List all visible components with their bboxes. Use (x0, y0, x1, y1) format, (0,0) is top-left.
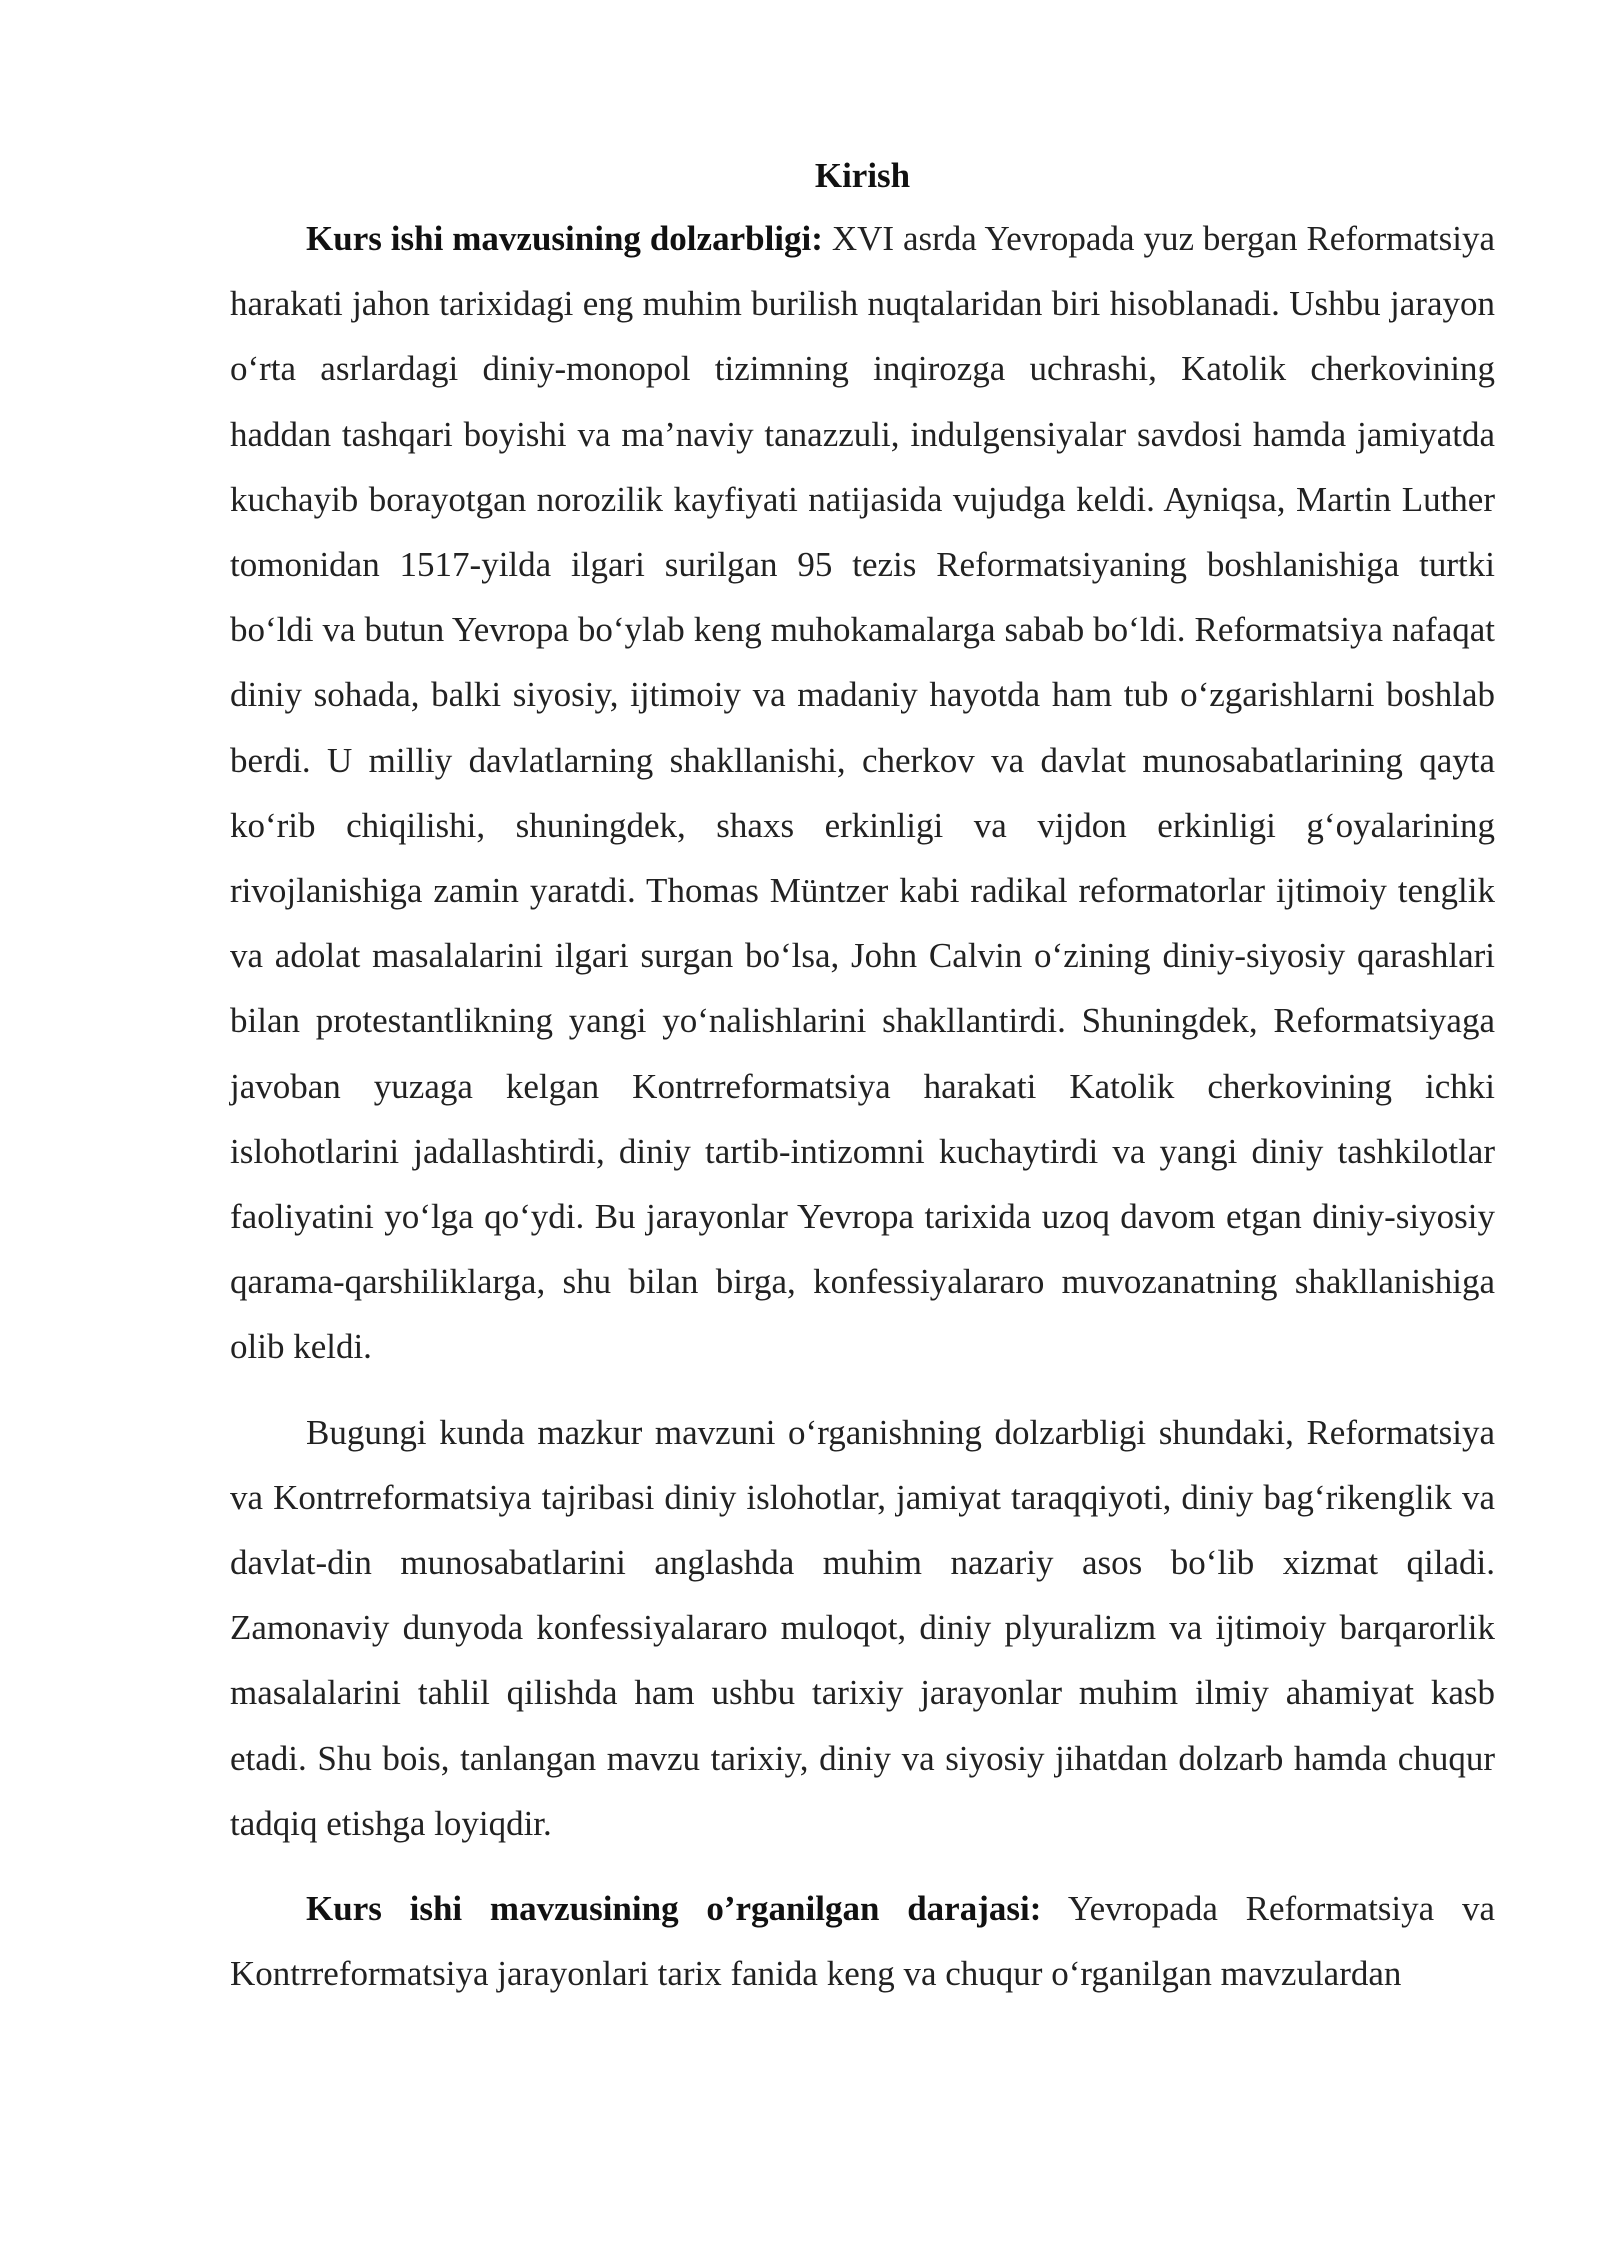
paragraph-relevance-today (230, 1400, 1495, 1856)
paragraph-text: Yevropada Reformatsiya va Kontrreformatsiya jarayonlari tarix fanida keng va chuqur o‘rganilgan mavzulardan (230, 1889, 1495, 1994)
paragraph-study-level (230, 1876, 1495, 2006)
paragraph-relevance (230, 206, 1495, 1380)
paragraph-lead: Kurs ishi mavzusining dolzarbligi: (306, 219, 823, 258)
paragraph-text: XVI asrda Yevropada yuz bergan Reformatsiya harakati jahon tarixidagi eng muhim burilish nuqtalaridan biri hisoblanadi. Ushbu jarayon o‘rta asrlardagi diniy-monopol tizimning inqirozga uchrashi, Katolik cherkovining haddan tashqari boyishi va ma’naviy tanazzuli, indulgensiyalar savdosi hamda jamiyatda kuchayib borayotgan norozilik kayfiyati natijasida vujudga keldi. Ayniqsa, Martin Luther tomonidan 1517-yilda ilgari surilgan 95 tezis Reformatsiyaning boshlanishiga turtki bo‘ldi va butun Yevropa bo‘ylab keng muhokamalarga sabab bo‘ldi. Reformatsiya nafaqat diniy sohada, balki siyosiy, ijtimoiy va madaniy hayotda ham tub o‘zgarishlarni boshlab berdi. U milliy davlatlarning shakllanishi, cherkov va davlat munosabatlarining qayta ko‘rib chiqilishi, shuningdek, shaxs erkinligi va vijdon erkinligi g‘oyalarining rivojlanishiga zamin yaratdi. Thomas Müntzer kabi radikal reformatorlar ijtimoiy tenglik va adolat masalalarini ilgari surgan bo‘lsa, John Calvin o‘zining diniy-siyosiy qarashlari bilan protestantlikning yangi yo‘nalishlarini shakllantirdi. Shuningdek, Reformatsiyaga javoban yuzaga kelgan Kontrreformatsiya harakati Katolik cherkovining ichki islohotlarini jadallashtirdi, diniy tartib-intizomni kuchaytirdi va yangi diniy tashkilotlar faoliyatini yo‘lga qo‘ydi. Bu jarayonlar Yevropa tarixida uzoq davom etgan diniy-siyosiy qarama-qarshiliklarga, shu bilan birga, konfessiyalararo muvozanatning shakllanishiga olib keldi. (230, 219, 1495, 1367)
paragraph-text: Bugungi kunda mazkur mavzuni o‘rganishning dolzarbligi shundaki, Reformatsiya va Kontrreformatsiya tajribasi diniy islohotlar, jamiyat taraqqiyoti, diniy bag‘rikenglik va davlat-din munosabatlarini anglashda muhim nazariy asos bo‘lib xizmat qiladi. Zamonaviy dunyoda konfessiyalararo muloqot, diniy plyuralizm va ijtimoiy barqarorlik masalalarini tahlil qilishda ham ushbu tarixiy jarayonlar muhim ilmiy ahamiyat kasb etadi. Shu bois, tanlangan mavzu tarixiy, diniy va siyosiy jihatdan dolzarb hamda chuqur tadqiq etishga loyiqdir. (230, 1412, 1495, 1843)
paragraph-lead: Kurs ishi mavzusining o’rganilgan darajasi: (306, 1889, 1042, 1929)
document-page (230, 146, 1495, 2026)
document-heading: Kirish (814, 156, 911, 195)
